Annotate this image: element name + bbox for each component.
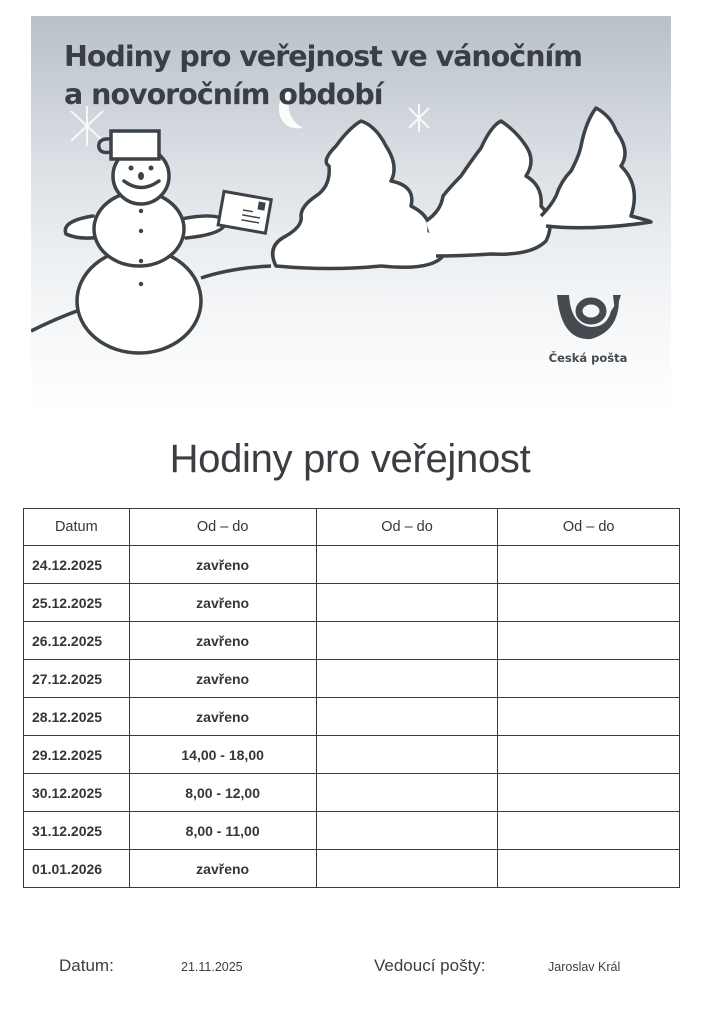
table-row	[24, 584, 680, 622]
cell-date: 01.01.2026	[24, 850, 130, 888]
cell-slot3	[498, 774, 680, 812]
cell-date: 28.12.2025	[24, 698, 130, 736]
tree-icon	[273, 108, 651, 269]
cell-slot3	[498, 698, 680, 736]
banner-title-line1: Hodiny pro veřejnost ve vánočním	[64, 40, 582, 73]
footer-manager-label: Vedoucí pošty:	[374, 956, 486, 975]
cell-date: 31.12.2025	[24, 812, 130, 850]
footer-date-label: Datum:	[59, 956, 114, 975]
cell-slot3	[498, 736, 680, 774]
cell-slot3	[498, 812, 680, 850]
table-row	[24, 812, 680, 850]
banner-title	[64, 38, 582, 114]
logo-text: Česká pošta	[548, 351, 628, 365]
cell-slot3	[498, 850, 680, 888]
snowman-icon	[65, 131, 226, 353]
cell-slot1: zavřeno	[129, 698, 316, 736]
cell-slot2	[316, 698, 498, 736]
table-row	[24, 736, 680, 774]
cell-slot3	[498, 584, 680, 622]
holiday-banner	[31, 16, 671, 411]
cell-slot2	[316, 584, 498, 622]
cell-slot1: zavřeno	[129, 622, 316, 660]
cell-slot1: zavřeno	[129, 546, 316, 584]
cell-slot2	[316, 660, 498, 698]
page-title: Hodiny pro veřejnost	[169, 437, 531, 481]
table-row	[24, 660, 680, 698]
cell-date: 24.12.2025	[24, 546, 130, 584]
footer-manager-value: Jaroslav Král	[548, 960, 621, 974]
cell-slot2	[316, 622, 498, 660]
cell-slot2	[316, 736, 498, 774]
table-row	[24, 850, 680, 888]
cell-slot3	[498, 622, 680, 660]
col-header-date: Datum	[24, 509, 130, 546]
cell-slot3	[498, 546, 680, 584]
cell-slot3	[498, 660, 680, 698]
col-header-slot3: Od – do	[498, 509, 680, 546]
cell-date: 25.12.2025	[24, 584, 130, 622]
table-row	[24, 622, 680, 660]
cell-date: 26.12.2025	[24, 622, 130, 660]
cell-slot1: 8,00 - 11,00	[129, 812, 316, 850]
col-header-slot2: Od – do	[316, 509, 498, 546]
letter-icon	[218, 191, 271, 233]
cell-slot1: zavřeno	[129, 660, 316, 698]
cell-date: 29.12.2025	[24, 736, 130, 774]
table-row	[24, 546, 680, 584]
cell-slot2	[316, 774, 498, 812]
col-header-slot1: Od – do	[129, 509, 316, 546]
ceska-posta-logo	[543, 291, 633, 365]
banner-title-line2: a novoročním období	[64, 78, 383, 111]
posthorn-icon	[553, 291, 623, 343]
cell-slot1: 14,00 - 18,00	[129, 736, 316, 774]
cell-slot1: 8,00 - 12,00	[129, 774, 316, 812]
table-row	[24, 698, 680, 736]
cell-slot2	[316, 546, 498, 584]
cell-slot1: zavřeno	[129, 584, 316, 622]
cell-slot1: zavřeno	[129, 850, 316, 888]
cell-date: 30.12.2025	[24, 774, 130, 812]
footer-date-value: 21.11.2025	[181, 960, 243, 974]
table-row	[24, 774, 680, 812]
cell-slot2	[316, 850, 498, 888]
cell-slot2	[316, 812, 498, 850]
opening-hours-table	[23, 508, 680, 888]
table-header-row	[24, 509, 680, 546]
cell-date: 27.12.2025	[24, 660, 130, 698]
